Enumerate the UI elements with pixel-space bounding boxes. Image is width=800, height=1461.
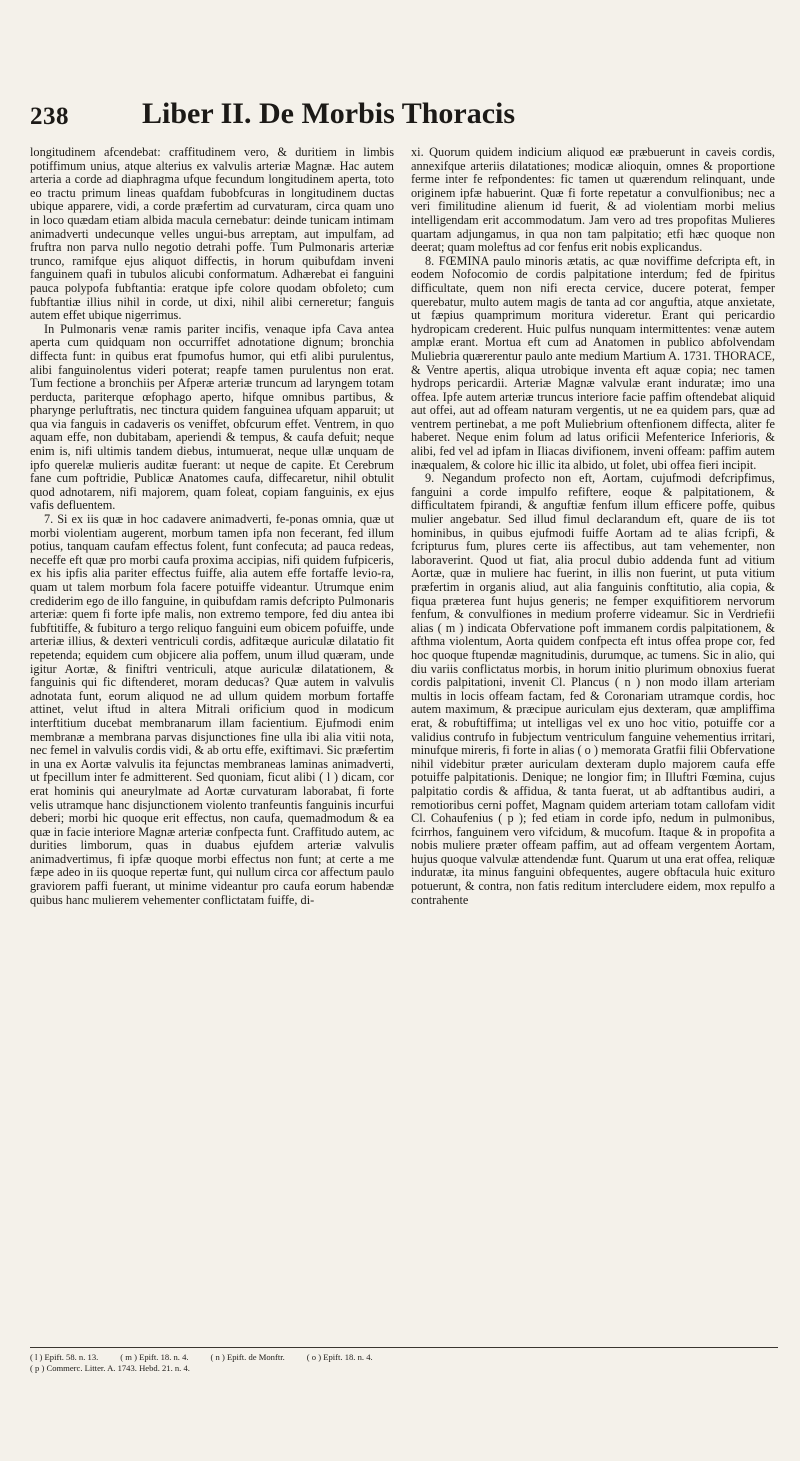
paragraph: 8. FŒMINA paulo minoris ætatis, ac quæ noviffime defcripta eft, in eodem Nofocomio de cordis palpitatione interdum; fed de fpiritus difficultate, quem non nifi erecta cervice, ducere poterat, femper querebatur, multo autem magis de tanta ad cor anguftia, atque anxietate, ut fæpius quamprimum moritura videretur. Erant qui pericardio hydropicam crederent. Huic pulfus nunquam intermittentes: venæ autem amplæ erant. Mortua eft cum ad Anatomen in publico abfolvendam Muliebria quærerentur paulo ante medium Martium A. 1731. THORACE, & Ventre apertis, aliqua utrobique inventa eft aquæ copia; nec tamen hydrops pericardii. Arteriæ Magnæ valvulæ erant induratæ; imo una offea. Ipfe autem arteriæ truncus interiore facie paffim oftendebat aliquid aut offei, aut ad offeam naturam vergentis, ut ne ea quidem pars, quæ ad ventrem pertinebat, a me poft Muliebrium oftenfionem diffecta, aliter fe haberet. Neque enim folum ad latus orificii Mefenterice Inferioris, & alibi, fed vel ad ipfam in Iliacas divifionem, inveni offeam: paffim autem inæqualem, & colore hic illic ita albido, ut folet, ubi offea fieri incipit. [411, 253, 775, 472]
paragraph: xi. Quorum quidem indicium aliquod eæ præbuerunt in caveis cordis, annexifque arteriis dilatationes; modicæ alioquin, omnes & proportione ferme inter fe refpondentes: fic tamen ut quærendum relinquant, unde originem ipfæ habuerint. Quæ fi forte repetatur a convulfionibus; nec a veri fimilitudine alienum id fuerit, & ad violentiam morbi melius intelligendam erit accommodatum. Jam vero ad tres propofitas Mulieres quartam adjungamus, in qua non tam palpitatio; etfi hæc quoque non deerat; quam moleftus ad cor fenfus erit nobis explicandus. [411, 146, 775, 255]
left-column [30, 146, 394, 1326]
right-column [411, 146, 775, 1326]
page-number: 238 [30, 103, 69, 130]
footnote-l: ( l ) Epift. 58. n. 13. [30, 1352, 99, 1362]
text-columns [30, 146, 775, 1326]
footnote-row [30, 1352, 778, 1363]
footnote-m: ( m ) Epift. 18. n. 4. [120, 1352, 189, 1362]
paragraph: 9. Negandum profecto non eft, Aortam, cujufmodi defcripfimus, fanguini a corde impulfo refiftere, eoque & palpitationem, & difficultatem fpirandi, & anguftiæ fenfum illum efficere poffe, quibus mulier angebatur. Sed illud fimul declarandum eft, quare de iis tot hominibus, in quibus ejufmodi fuiffe Aortam ad te alias fcripfi, & fcripturus fum, plures certe iis affectibus, aut tam vehementer, non laboraverint. Quod ut fiat, alia procul dubio addenda funt ad vitium Aortæ, quæ in muliere hac fuerint, in illis non fuerint, ut puta vitium præfertim in organis aliud, aut alia fanguinis conftitutio, alia copia, & fiqua præterea funt hujus generis; ne femper exquifitiorem nervorum fenfum, & convulfiones in medium proferre videamur. Sic in Verdriefii alias ( m ) indicata Obfervatione poft immanem cordis palpitationem, & afthma violentum, Aorta quidem confpecta eft intus offea prope cor, fed hoc quoque ftupendæ magnitudinis, durumque, ac tumens. Sic in alio, qui diu variis conflictatus morbis, in horum initio plurimum obnoxius fuerat cordis palpitationi, invenit Cl. Plancus ( n ) non modo illam arteriam multis in locis offeam factam, fed & Coronariam utramque cordis, hoc autem maximum, & præcipue auriculam ejus dexteram, quæ ampliffima erat, & robuftiffima; ut intelligas vel ex uno hoc vitio, potuiffe cor a validius contrufo in fubjectum ventriculum fanguine vehementius irritari, minufque mireris, fi forte in alias ( o ) memorata Gratfii filii Obfervatione nihil videbitur præter auriculam dexteram duplo majorem caufa effe potuiffe palpitationis. Denique; ne longior fim; in Illuftri Fœmina, cujus palpitatio cordis & affidua, & tanta fuerat, ut ab adftantibus audiri, a remotioribus cerni poffet, Magnam quidem arteriam totam callofam vidit Cl. Cohaufenius ( p ); fed etiam in corde ipfo, nedum in pulmonibus, fcirrhos, fanguinem vero vifcidum, & mucofum. Itaque & in propofita a nobis muliere præter offeam paffim, aut ad offeam vergentem Aortam, hujus quoque valvulæ attendendæ funt. Quarum ut una erat offea, reliquæ induratæ, ita minus fanguini obfequentes, augere obftacula huic exituro potuerunt, & contra, non fatis reditum intercludere eidem, mox repulfo a contrahente [411, 471, 775, 907]
footnotes [30, 1352, 778, 1373]
footnote-p: ( p ) Commerc. Litter. A. 1743. Hebd. 21. n. 4. [30, 1362, 190, 1373]
footnote-n: ( n ) Epift. de Monftr. [210, 1352, 285, 1362]
paragraph: longitudinem afcendebat: craffitudinem vero, & duritiem in limbis potiffimum unius, atque alterius ex valvulis arteriæ Magnæ. Hac autem arteria a corde ad diaphragma ufque fecundum longitudinem aperta, toto eo tractu primum lineas quafdam fubobfcuras in longitudinem ductas ubique apparere, vidi, a corde præfertim ad curvaturam, circa quam uno in loco quædam etiam albida macula cernebatur: deinde tunicam intimam animadverti undecunque velles ungui-bus arreptam, aut impulfam, ad fruftra non parva nullo negotio detrahi poffe. Tum Pulmonaris arteriæ trunco, ramifque ejus aliquot diffectis, in horum quibufdam inveni fanguinem quafi in tubulos alicubi conformatum. Adhærebat ei fanguini pauca polypofa fubftantia: eratque ipfe colore quodam obfoleto; cum fubftantiæ illius nihil in corde, ut dixi, nihil alibi cerneretur; fanguis autem effet ubique nigerrimus. [30, 146, 394, 323]
footnote-row [30, 1363, 778, 1374]
footnote-o: ( o ) Epift. 18. n. 4. [306, 1352, 373, 1362]
paragraph: 7. Si ex iis quæ in hoc cadavere animadverti, fe-ponas omnia, quæ ut morbi violentiam augerent, morbum tamen ipfa non fecerant, fed illum potius, tanquam caufam effectus folent, funt confecuta; ad pauca redeas, neceffe eft quæ pro morbi caufa proxima accipias, nifi quidem fufpiceris, ex his ipfis alia pariter effectus fuiffe, alia autem effe fortaffe levio-ra, quam ut talem morbum fola facere potuiffe videantur. Utrumque enim crediderim ego de illo fanguine, in quibufdam ramis defcripto Pulmonaris arteriæ: quem fi forte ipfe malis, non extremo tempore, fed diu antea ibi fubftitiffe, & fubituro a tergo reliquo fanguini eum obicem pofuiffe, unde arteriæ illius, & dexteri ventriculi cordis, adfitæque auriculæ dilatatio fit repetenda; equidem cum objicere alia poffem, unum illud quæram, unde igitur Aortæ, & finiftri ventriculi, atque auriculæ dilatationem, & fanguinis qui fic diftenderet, moram deducas? Quæ autem in valvulis adnotata funt, eorum aliquod ne ad ullum quidem morbum fortaffe attinet, velut iftud in altera Mitrali orificium quod in modicum interftitium ducebat membranarum illam facientium. Ejufmodi enim membranæ a membrana parvas disjunctiones fine ulla ibi alia vitii nota, nec femel in valvulis cordis vidi, & ab ortu effe, exiftimavi. Sic præfertim in una ex Aortæ valvulis ita fejunctas membraneas laminas animadverti, ut fpecillum inter fe admitterent. Sed quoniam, ficut alibi ( l ) dicam, cor erat hominis qui aneurylmate ad Aortæ curvaturam laborabat, fi forte velis utramque hanc disjunctionem violento tranfeuntis fanguinis incurfui deberi; morbi hic quoque erit effectus, non caufa, quemadmodum & ea quæ in facie interiore Magnæ arteriæ confpecta funt. Craffitudo autem, ac durities limborum, quas in duabus ejufdem arteriæ valvulis animadvertimus, fi ipfæ quoque morbi effectus non funt; at certe a me fæpe adeo in iis quoque repertæ funt, qui nullum circa cor affectum paulo graviorem paffi fuerant, ut minime videantur pro caufa eorum habendæ quibus hanc mulierem vehementer conflictatam fuiffe, di- [30, 512, 394, 907]
paragraph: In Pulmonaris venæ ramis pariter incifis, venaque ipfa Cava antea aperta cum quidquam non occurriffet adnotatione dignum; bronchia diffecta funt: in quibus erat fpumofus humor, qui etfi alibi purulentus, alibi fanguinolentus videri poterat; reapfe tamen purulentus non erat. Tum fectione a bronchiis per Afperæ arteriæ truncum ad laryngem totam perducta, pariterque œfophago aperto, hifque omnibus partibus, & pharynge perluftratis, nec tinctura quidem fanguinea ufquam apparuit; ut qua via fanguis in cadaveris os veniffet, obfcurum effet. Ventrem, in quo aquam effe, non dubitabam, aperiendi & tempus, & caufa defuit; neque enim is, nifi ultimis tandem diebus, intumuerat, neque ullæ unquam de ipfo querelæ mulieris auditæ fuerant: ut neque de capite. Et Cerebrum fane cum poftridie, Publicæ Anatomes caufa, diffecaretur, nihil obtulit quod adnotarem, nifi majorem, quam foleat, copiam fanguinis, ex ejus vafis defluentem. [30, 321, 394, 513]
running-title: Liber II. De Morbis Thoracis [142, 97, 516, 130]
page-header [30, 97, 778, 137]
footnote-divider [30, 1347, 778, 1348]
